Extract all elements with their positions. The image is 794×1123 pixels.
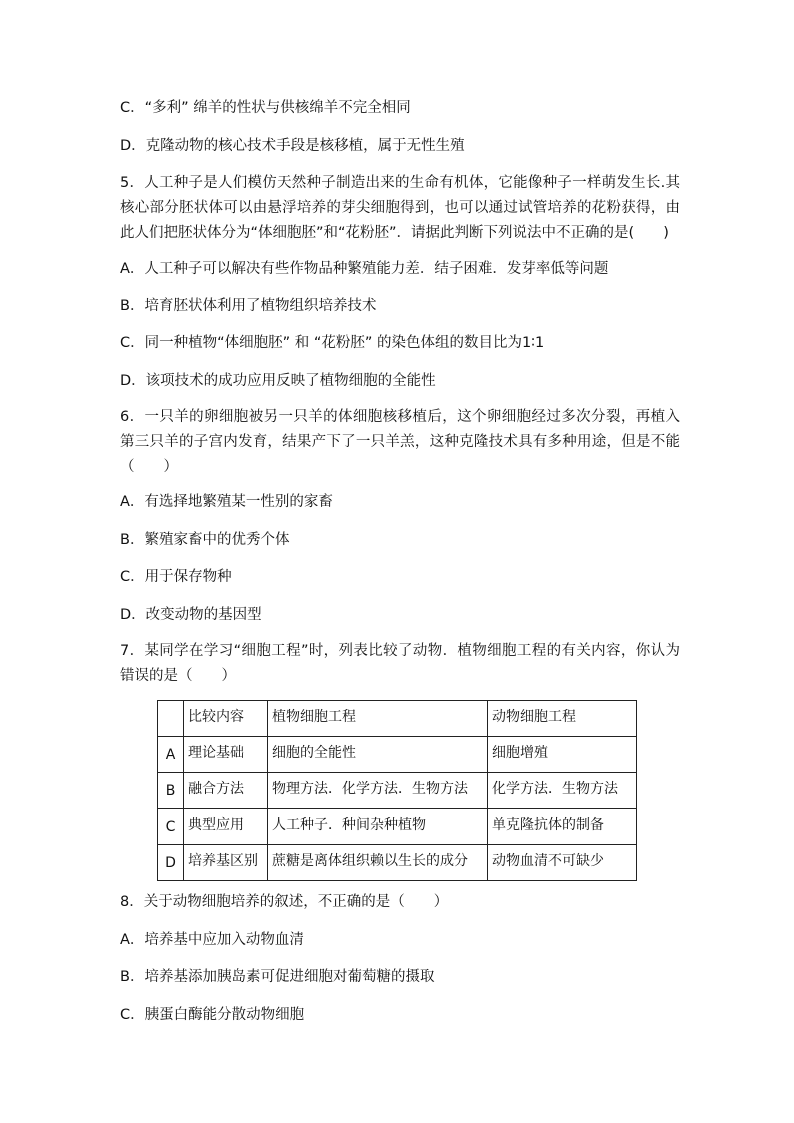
table-cell: 融合方法 [184,773,268,809]
table-cell: 单克隆抗体的制备 [488,809,637,845]
question-5-stem: 5．人工种子是人们模仿天然种子制造出来的生命有机体，它能像种子一样萌发生长.其核心部分胚状体可以由悬浮培养的芽尖细胞得到，也可以通过试管培养的花粉获得，由此人们把胚状体分为“体细胞胚”和“花粉胚”．请据此判断下列说法中不正确的是( ) [120,175,680,241]
table-header-cell: 植物细胞工程 [268,701,488,737]
option-d-previous: D．克隆动物的核心技术手段是核移植，属于无性生殖 [120,138,465,154]
table-cell: 物理方法．化学方法．生物方法 [268,773,488,809]
question-6-option-c: C．用于保存物种 [120,569,232,585]
table-cell: B [158,773,184,809]
table-cell: A [158,737,184,773]
comparison-table [157,700,637,881]
table-cell: C [158,809,184,845]
table-cell: 细胞的全能性 [268,737,488,773]
question-8-option-a: A．培养基中应加入动物血清 [120,932,304,948]
question-8-option-b: B．培养基添加胰岛素可促进细胞对葡萄糖的摄取 [120,969,435,985]
question-5-option-d: D．该项技术的成功应用反映了植物细胞的全能性 [120,373,436,389]
option-c-previous: C．“多利” 绵羊的性状与供核绵羊不完全相同 [120,100,411,116]
question-5-option-a: A．人工种子可以解决有些作物品种繁殖能力差．结子困难．发芽率低等问题 [120,261,609,277]
table-cell: 蔗糖是离体组织赖以生长的成分 [268,845,488,881]
table-cell: 人工种子．种间杂种植物 [268,809,488,845]
table-row [158,845,637,881]
question-6-stem: 6．一只羊的卵细胞被另一只羊的体细胞核移植后，这个卵细胞经过多次分裂，再植入第三只羊的子宫内发育，结果产下了一只羊羔，这种克隆技术具有多种用途，但是不能（ ） [120,409,680,475]
table-cell: 典型应用 [184,809,268,845]
question-8-stem: 8．关于动物细胞培养的叙述，不正确的是（ ） [120,894,449,910]
question-6-option-a: A．有选择地繁殖某一性别的家畜 [120,494,333,510]
table-cell: 化学方法．生物方法 [488,773,637,809]
question-5-option-b: B．培育胚状体利用了植物组织培养技术 [120,298,377,314]
table-row [158,773,637,809]
table-row [158,809,637,845]
question-7-stem: 7．某同学在学习“细胞工程”时，列表比较了动物．植物细胞工程的有关内容，你认为错误的是（ ） [120,643,680,684]
question-8-option-c: C．胰蛋白酶能分散动物细胞 [120,1007,305,1023]
question-5-option-c: C．同一种植物“体细胞胚” 和 “花粉胚” 的染色体组的数目比为1∶1 [120,335,545,351]
table-header-cell: 比较内容 [184,701,268,737]
table-header-cell: 动物细胞工程 [488,701,637,737]
table-cell: 动物血清不可缺少 [488,845,637,881]
table-header-cell [158,701,184,737]
question-6-option-b: B．繁殖家畜中的优秀个体 [120,532,290,548]
table-header-row [158,701,637,737]
table-cell: 理论基础 [184,737,268,773]
table-row [158,737,637,773]
table-cell: 培养基区别 [184,845,268,881]
question-6-option-d: D．改变动物的基因型 [120,607,262,623]
table-cell: 细胞增殖 [488,737,637,773]
table-cell: D [158,845,184,881]
